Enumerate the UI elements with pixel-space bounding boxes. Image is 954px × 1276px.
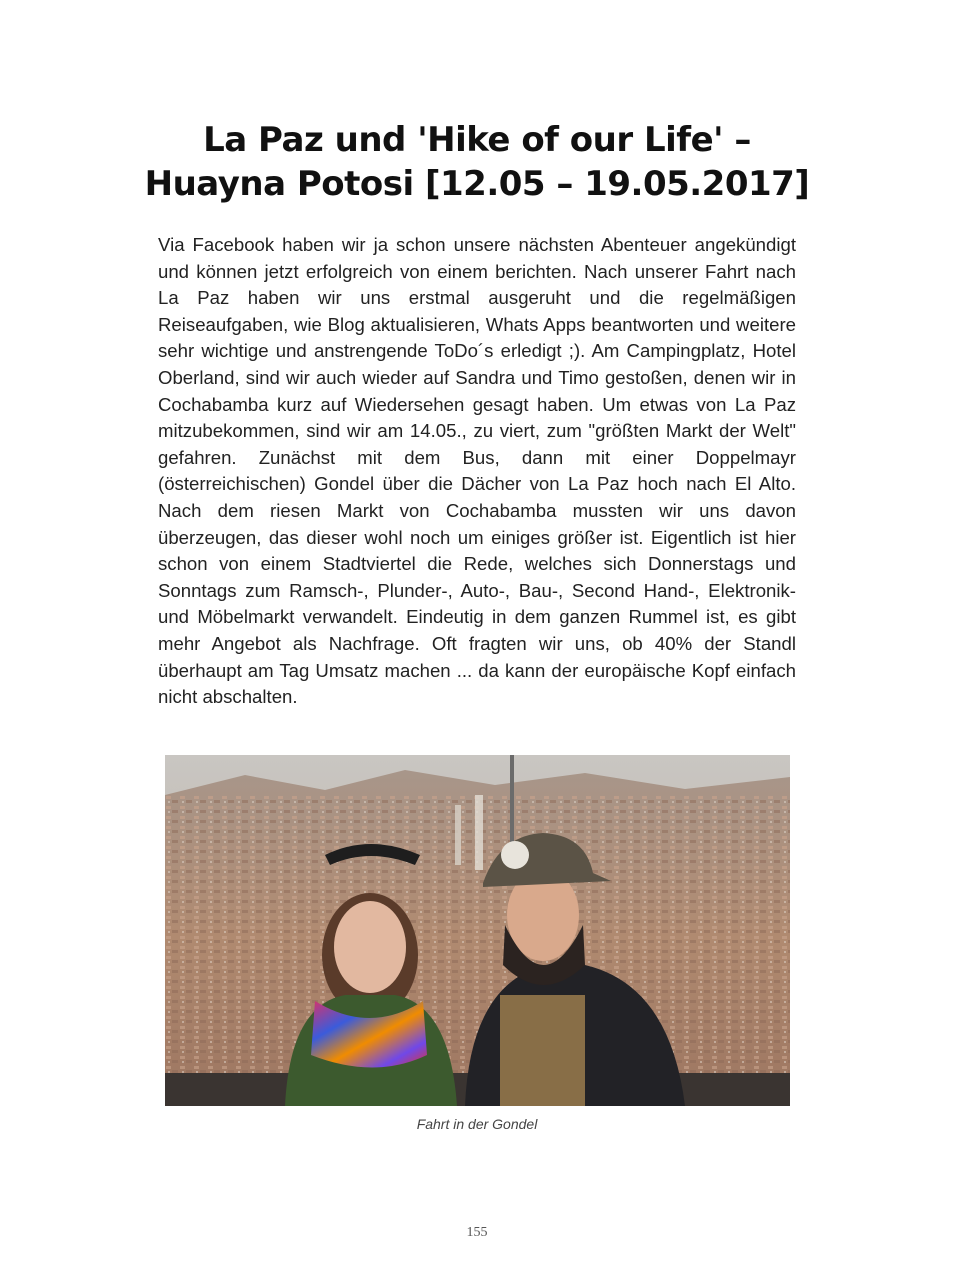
photo-illustration xyxy=(165,755,790,1106)
page-title: La Paz und 'Hike of our Life' – Huayna Potosi [12.05 – 19.05.2017] xyxy=(144,120,810,204)
page-number: 155 xyxy=(466,1225,488,1240)
body-paragraph: Via Facebook haben wir ja schon unsere nächsten Abenteuer angekündigt und können jetzt erfolgreich von einem berichten. Nach unserer Fahrt nach La Paz haben wir uns erstmal ausgeruht und die regelmäßigen Reiseaufgaben, wie Blog aktualisieren, Whats Apps beantworten und weitere sehr wichtige und anstrengende ToDo´s erledigt ;). Am Campingplatz, Hotel Oberland, sind wir auch wieder auf Sandra und Timo gestoßen, denen wir in Cochabamba kurz auf Wiedersehen gesagt haben. Um etwas von La Paz mitzubekommen, sind wir am 14.05., zu viert, zum "größten Markt der Welt" gefahren. Zunächst mit dem Bus, dann mit einer Doppelmayr (österreichischen) Gondel über die Dächer von La Paz hoch nach El Alto. Nach dem riesen Markt von Cochabamba mussten wir uns davon überzeugen, das dieser wohl noch um einiges größer ist. Eigentlich ist hier schon von einem Stadtviertel die Rede, welches sich Donnerstags und Sonntags zum Ramsch-, Plunder-, Auto-, Bau-, Second Hand-, Elektronik- und Möbelmarkt verwandelt. Eindeutig in dem ganzen Rummel ist, es gibt mehr Angebot als Nachfrage. Oft fragten wir uns, ob 40% der Standl überhaupt am Tag Umsatz machen ... da kann der europäische Kopf einfach nicht abschalten. xyxy=(158,234,796,708)
photo-gondola-couple xyxy=(165,755,790,1106)
photo-caption: Fahrt in der Gondel xyxy=(416,1116,538,1132)
